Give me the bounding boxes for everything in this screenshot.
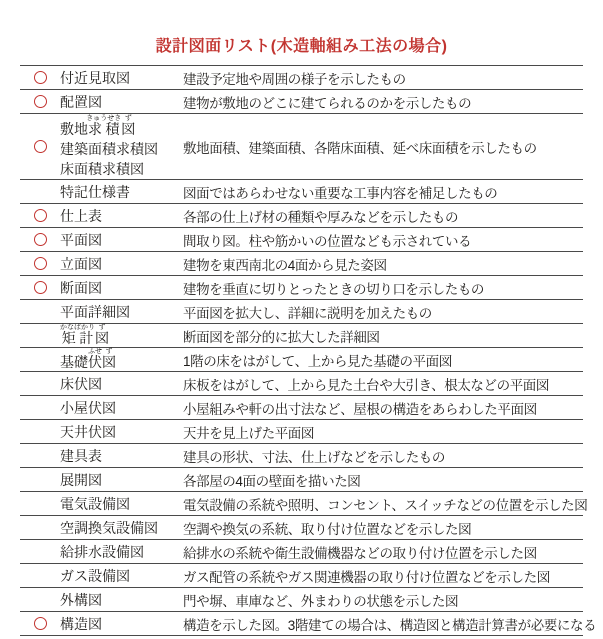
circle-mark-icon	[34, 71, 47, 84]
circle-mark-icon	[34, 281, 47, 294]
drawing-name-line: 配置図	[60, 93, 102, 110]
drawing-description: 床板をはがして、上から見た土台や大引き、根太などの平面図	[183, 377, 549, 393]
table-row	[20, 114, 583, 180]
furigana-ruby: 矩計かなばかり	[60, 323, 95, 346]
table-row	[20, 66, 583, 90]
drawing-description: 建具の形状、寸法、仕上げなどを示したもの	[183, 449, 445, 465]
drawing-name-line: 空調換気設備図	[60, 519, 158, 536]
drawing-name-line	[60, 324, 183, 348]
drawing-name-line: 電気設備図	[60, 495, 130, 512]
drawing-name	[60, 206, 183, 226]
required-mark-cell	[20, 209, 60, 222]
drawing-description: 各部屋の4面の壁面を描いた図	[183, 473, 361, 489]
furigana-ruby: 図ず	[121, 114, 136, 137]
drawing-name-line: 建築面積求積図	[60, 140, 158, 157]
drawing-name-line: 床面積求積図	[60, 160, 144, 177]
drawing-name-line: 平面詳細図	[60, 303, 130, 320]
table-row	[20, 540, 583, 564]
table-row	[20, 348, 583, 372]
required-mark-cell	[20, 281, 60, 294]
drawing-name-line: 仕上表	[60, 207, 102, 224]
table-row	[20, 444, 583, 468]
drawing-name	[60, 446, 183, 466]
required-mark-cell	[20, 140, 60, 153]
drawing-description: 小屋組みや軒の出寸法など、屋根の構造をあらわした平面図	[183, 401, 537, 417]
drawing-name	[60, 614, 183, 634]
drawing-description: 各部の仕上げ材の種類や厚みなどを示したもの	[183, 209, 459, 225]
drawing-description: 断面図を部分的に拡大した詳細図	[183, 329, 380, 345]
drawing-name-line: 立面図	[60, 255, 102, 272]
drawing-description: 間取り図。柱や筋かいの位置なども示されている	[183, 233, 472, 249]
required-mark-cell	[20, 617, 60, 630]
drawing-name-line: 建具表	[60, 447, 102, 464]
drawing-description: 図面ではあらわせない重要な工事内容を補足したもの	[183, 185, 498, 201]
drawing-description: 建物を垂直に切りとったときの切り口を示したもの	[183, 281, 485, 297]
drawing-name-line: 天井伏図	[60, 423, 116, 440]
circle-mark-icon	[34, 95, 47, 108]
drawing-list-table	[20, 65, 597, 636]
table-row	[20, 276, 583, 300]
table-row	[20, 228, 583, 252]
table-row	[20, 300, 583, 324]
drawing-name	[60, 494, 183, 514]
page-title: 設計図面リスト(木造軸組み工法の場合)	[155, 38, 448, 55]
drawing-name	[60, 374, 183, 394]
drawing-description: 建物を東西南北の4面から見た姿図	[183, 257, 387, 273]
drawing-name-line: 外構図	[60, 591, 102, 608]
drawing-name	[60, 542, 183, 562]
required-mark-cell	[20, 233, 60, 246]
furigana-ruby: 求積きゅうせき	[86, 114, 122, 137]
table-row	[20, 90, 583, 114]
table-row	[20, 324, 583, 348]
drawing-name	[60, 518, 183, 538]
drawing-name	[60, 230, 183, 250]
drawing-description: 構造を示した図。3階建ての場合は、構造図と構造計算書が必要になる	[183, 617, 597, 633]
drawing-name-line: 特記仕様書	[60, 183, 130, 200]
required-mark-cell	[20, 95, 60, 108]
drawing-description: 建設予定地や周囲の様子を示したもの	[183, 71, 406, 87]
drawing-name	[60, 348, 183, 372]
furigana-ruby: 図ず	[95, 323, 109, 346]
drawing-name	[60, 68, 183, 88]
circle-mark-icon	[34, 233, 47, 246]
drawing-name-line: 構造図	[60, 615, 102, 632]
circle-mark-icon	[34, 140, 47, 153]
drawing-name-line: 展開図	[60, 471, 102, 488]
drawing-name	[60, 398, 183, 418]
drawing-description: 空調や換気の系統、取り付け位置などを示した図	[183, 521, 472, 537]
table-row	[20, 564, 583, 588]
drawing-name	[60, 254, 183, 274]
table-row	[20, 588, 583, 612]
drawing-description: 門や塀、車庫など、外まわりの状態を示した図	[183, 593, 459, 609]
drawing-description: 建物が敷地のどこに建てられるのかを示したもの	[183, 95, 472, 111]
table-row	[20, 468, 583, 492]
drawing-name-line: ガス設備図	[60, 567, 130, 584]
table-row	[20, 204, 583, 228]
table-row	[20, 612, 597, 636]
drawing-name	[60, 278, 183, 298]
drawing-name	[60, 92, 183, 112]
drawing-name-line: 付近見取図	[60, 69, 130, 86]
drawing-name-line: 小屋伏図	[60, 399, 116, 416]
drawing-description: 天井を見上げた平面図	[183, 425, 314, 441]
required-mark-cell	[20, 71, 60, 84]
drawing-description: 敷地面積、建築面積、各階床面積、延べ床面積を示したもの	[183, 140, 537, 156]
drawing-name	[60, 302, 183, 322]
table-row	[20, 180, 583, 204]
drawing-name	[60, 470, 183, 490]
drawing-description: 給排水の系統や衛生設備機器などの取り付け位置を示した図	[183, 545, 537, 561]
drawing-name	[60, 422, 183, 442]
drawing-name	[60, 566, 183, 586]
drawing-description: 1階の床をはがして、上から見た基礎の平面図	[183, 353, 452, 369]
drawing-name	[60, 182, 183, 202]
drawing-name-line: 断面図	[60, 279, 102, 296]
circle-mark-icon	[34, 257, 47, 270]
furigana-ruby: 伏ふせ	[88, 347, 102, 370]
required-mark-cell	[20, 257, 60, 270]
drawing-description: ガス配管の系統やガス関連機器の取り付け位置などを示した図	[183, 569, 550, 585]
circle-mark-icon	[34, 617, 47, 630]
drawing-name-line: 床伏図	[60, 375, 102, 392]
drawing-description: 平面図を拡大し、詳細に説明を加えたもの	[183, 305, 432, 321]
table-row	[20, 396, 583, 420]
drawing-name	[60, 324, 183, 348]
drawing-name-line: 基礎伏ふせ図ず	[60, 347, 116, 370]
circle-mark-icon	[34, 209, 47, 222]
drawing-name-line: 給排水設備図	[60, 543, 144, 560]
table-row	[20, 252, 583, 276]
drawing-name	[60, 115, 183, 179]
table-row	[20, 516, 583, 540]
furigana-ruby: 図ず	[102, 347, 116, 370]
table-row	[20, 492, 588, 516]
table-row	[20, 420, 583, 444]
drawing-description: 電気設備の系統や照明、コンセント、スイッチなどの位置を示した図	[183, 497, 588, 513]
drawing-name-line: 平面図	[60, 231, 102, 248]
drawing-name	[60, 590, 183, 610]
drawing-name-line: 敷地求積きゅうせき図ず	[60, 114, 136, 137]
table-row	[20, 372, 583, 396]
